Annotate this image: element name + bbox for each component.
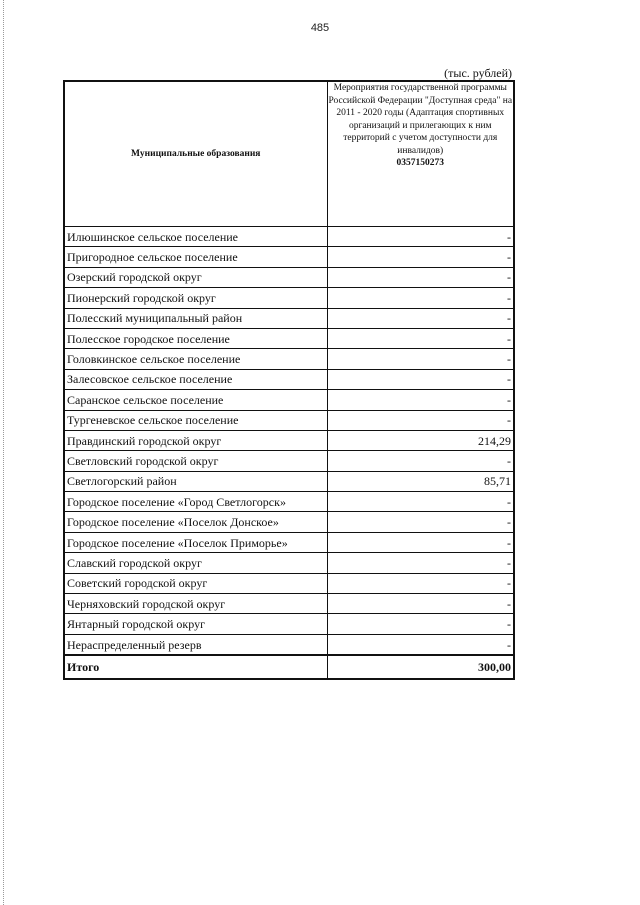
municipality-name: Нераспределенный резерв xyxy=(64,634,327,655)
table-row xyxy=(64,614,514,634)
page-number: 485 xyxy=(310,22,330,34)
total-label: Итого xyxy=(64,655,327,679)
allocation-value: - xyxy=(327,492,514,512)
header-program-text: Мероприятия государственной программы Российской Федерации "Доступная среда" на 2011 - 2020 годы (Адаптация спортивных организаций и прилегающих к ним территорий с учетом доступности для инвалидов) xyxy=(328,83,513,156)
allocation-value: - xyxy=(327,308,514,328)
municipality-name: Черняховский городской округ xyxy=(64,594,327,614)
municipality-name: Головкинское сельское поселение xyxy=(64,349,327,369)
municipality-name: Саранское сельское поселение xyxy=(64,390,327,410)
table-row xyxy=(64,634,514,655)
allocation-value: - xyxy=(327,288,514,308)
table-row xyxy=(64,288,514,308)
allocation-value: - xyxy=(327,328,514,348)
budget-table xyxy=(63,80,515,680)
municipality-name: Пригородное сельское поселение xyxy=(64,247,327,267)
allocation-value: - xyxy=(327,594,514,614)
municipality-name: Городское поселение «Поселок Приморье» xyxy=(64,532,327,552)
table-row xyxy=(64,410,514,430)
table-row xyxy=(64,390,514,410)
table-row xyxy=(64,471,514,491)
table-row xyxy=(64,512,514,532)
table-row xyxy=(64,532,514,552)
table-row xyxy=(64,267,514,287)
municipality-name: Городское поселение «Город Светлогорск» xyxy=(64,492,327,512)
municipality-name: Тургеневское сельское поселение xyxy=(64,410,327,430)
municipality-name: Городское поселение «Поселок Донское» xyxy=(64,512,327,532)
allocation-value: - xyxy=(327,532,514,552)
municipality-name: Светловский городской округ xyxy=(64,451,327,471)
table-row xyxy=(64,227,514,247)
municipality-name: Илюшинское сельское поселение xyxy=(64,227,327,247)
municipality-name: Пионерский городской округ xyxy=(64,288,327,308)
allocation-value: - xyxy=(327,247,514,267)
municipality-name: Янтарный городской округ xyxy=(64,614,327,634)
allocation-value: - xyxy=(327,390,514,410)
table-row xyxy=(64,492,514,512)
allocation-value: - xyxy=(327,410,514,430)
municipality-name: Залесовское сельское поселение xyxy=(64,369,327,389)
table-row xyxy=(64,594,514,614)
allocation-value: 85,71 xyxy=(327,471,514,491)
table-row xyxy=(64,247,514,267)
municipality-name: Озерский городской округ xyxy=(64,267,327,287)
municipality-name: Славский городской округ xyxy=(64,553,327,573)
table-row xyxy=(64,328,514,348)
table-row xyxy=(64,451,514,471)
table-header-row xyxy=(64,81,514,227)
table-row xyxy=(64,430,514,450)
allocation-value: - xyxy=(327,553,514,573)
total-value: 300,00 xyxy=(327,655,514,679)
header-program-code: 0357150273 xyxy=(396,158,444,168)
unit-note: (тыс. рублей) xyxy=(444,66,512,80)
allocation-value: - xyxy=(327,512,514,532)
allocation-value: - xyxy=(327,267,514,287)
allocation-value: 214,29 xyxy=(327,430,514,450)
allocation-value: - xyxy=(327,634,514,655)
header-municipalities: Муниципальные образования xyxy=(64,81,327,227)
total-row xyxy=(64,655,514,679)
table-row xyxy=(64,369,514,389)
municipality-name: Полесское городское поселение xyxy=(64,328,327,348)
allocation-value: - xyxy=(327,451,514,471)
table-row xyxy=(64,573,514,593)
allocation-value: - xyxy=(327,227,514,247)
municipality-name: Светлогорский район xyxy=(64,471,327,491)
header-program xyxy=(327,81,514,227)
scan-left-edge xyxy=(3,0,4,905)
allocation-value: - xyxy=(327,369,514,389)
municipality-name: Советский городской округ xyxy=(64,573,327,593)
municipality-name: Правдинский городской округ xyxy=(64,430,327,450)
allocation-value: - xyxy=(327,349,514,369)
allocation-value: - xyxy=(327,614,514,634)
table-row xyxy=(64,349,514,369)
table-row xyxy=(64,308,514,328)
municipality-name: Полесский муниципальный район xyxy=(64,308,327,328)
allocation-value: - xyxy=(327,573,514,593)
table-body xyxy=(64,227,514,656)
table-row xyxy=(64,553,514,573)
